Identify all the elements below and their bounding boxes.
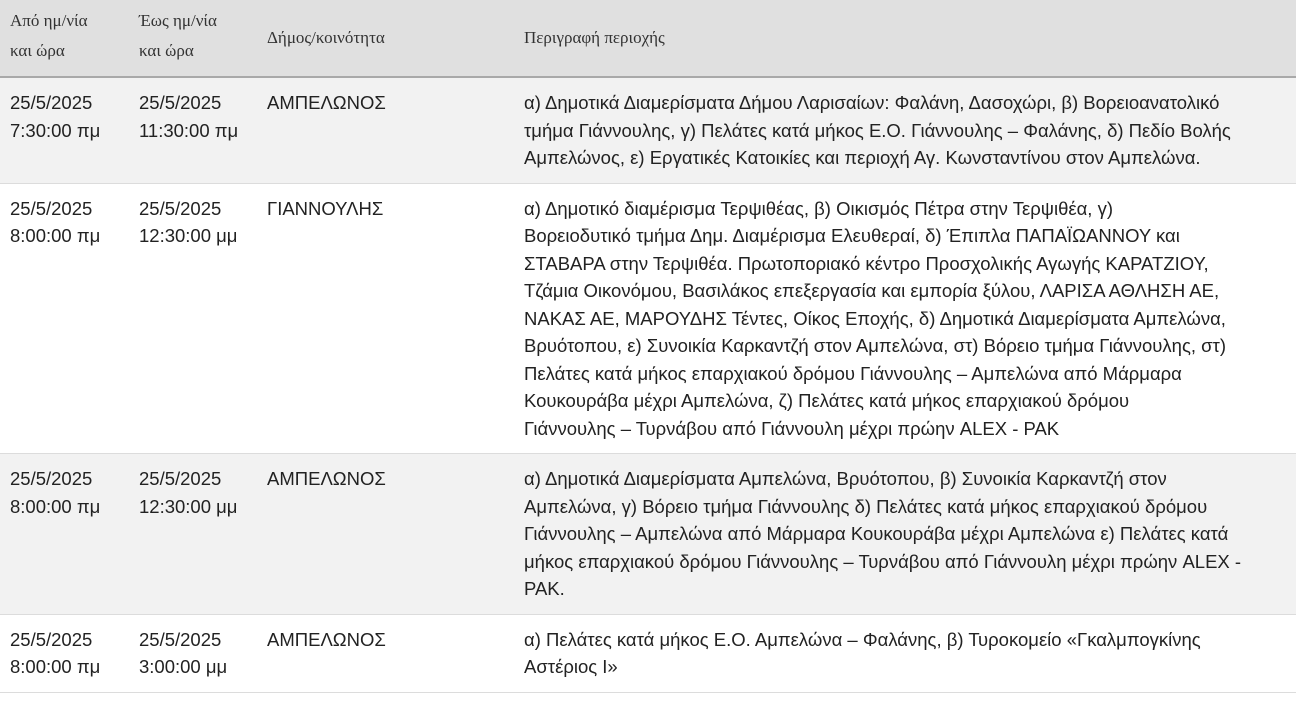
- description-line: τμήμα Γιάννουλης, γ) Πελάτες κατά μήκος Ε.Ο. Γιάννουλης – Φαλάνης, δ) Πεδίο Βολής: [524, 119, 1231, 141]
- header-area-description: Περιγραφή περιοχής: [524, 28, 665, 47]
- to-datetime-cell: [129, 78, 257, 155]
- table-row: [0, 184, 1296, 455]
- from-time: 8:00:00 πμ: [10, 656, 101, 677]
- from-time: 7:30:00 πμ: [10, 119, 101, 141]
- header-to-datetime: [129, 6, 257, 66]
- to-datetime-cell: [129, 184, 257, 261]
- description-line: α) Δημοτικά Διαμερίσματα Δήμου Λαρισαίων: Φαλάνη, Δασοχώρι, β) Βορειοανατολικό: [524, 92, 1220, 113]
- description-line: Πελάτες κατά μήκος επαρχιακού δρόμου Γιάννουλης – Αμπελώνα από Μάρμαρα: [524, 362, 1182, 384]
- description-line: α) Δημοτικό διαμέρισμα Τερψιθέας, β) Οικισμός Πέτρα στην Τερψιθέα, γ): [524, 197, 1113, 219]
- header-from-datetime: [0, 6, 129, 66]
- from-time: 8:00:00 πμ: [10, 495, 101, 517]
- municipality-cell: [257, 454, 514, 504]
- description-line: PAK.: [524, 578, 565, 599]
- table-header-row: [0, 0, 1296, 78]
- to-time: 12:30:00 μμ: [139, 495, 238, 517]
- from-date: 25/5/2025: [10, 197, 93, 219]
- to-datetime-cell: [129, 454, 257, 531]
- from-date: 25/5/2025: [10, 628, 93, 650]
- municipality-cell: [257, 184, 514, 234]
- from-time: 8:00:00 πμ: [10, 225, 101, 246]
- header-municipality: Δήμος/κοινότητα: [267, 28, 385, 47]
- to-time: 3:00:00 μμ: [139, 656, 228, 677]
- to-date: 25/5/2025: [139, 197, 222, 219]
- description-line: Βρυότοπου, ε) Συνοικία Καρκαντζή στον Αμπελώνα, στ) Βόρειο τμήμα Γιάννουλης, στ): [524, 335, 1227, 356]
- municipality-name: ΑΜΠΕΛΩΝΟΣ: [267, 468, 386, 489]
- area-description-cell: [514, 454, 1296, 614]
- area-description-cell: [514, 184, 1296, 454]
- area-description-cell: [514, 78, 1296, 183]
- from-datetime-cell: [0, 184, 129, 261]
- table-row: [0, 78, 1296, 184]
- to-date: 25/5/2025: [139, 92, 222, 113]
- description-line: Αμπελώνα, γ) Βόρειο τμήμα Γιάννουλης δ) Πελάτες κατά μήκος επαρχιακού δρόμου: [524, 495, 1208, 517]
- header-to-label-line: και ώρα: [139, 41, 194, 60]
- from-datetime-cell: [0, 615, 129, 692]
- from-datetime-cell: [0, 454, 129, 531]
- from-datetime-cell: [0, 78, 129, 155]
- to-date: 25/5/2025: [139, 468, 222, 489]
- header-to-label-line: Έως ημ/νία: [139, 11, 217, 30]
- municipality-name: ΑΜΠΕΛΩΝΟΣ: [267, 92, 386, 113]
- header-from-label-line: και ώρα: [10, 41, 65, 60]
- description-line: μήκος επαρχιακού δρόμου Γιάννουλης – Τυρνάβου από Γιάννουλη μέχρι πρώην ALEX -: [524, 550, 1242, 572]
- to-datetime-cell: [129, 615, 257, 692]
- description-line: ΣΤΑΒΑΡΑ στην Τερψιθέα. Πρωτοποριακό κέντρο Προσχολικής Αγωγής ΚΑΡΑΤΖΙΟΥ,: [524, 252, 1209, 274]
- description-line: Γιάννουλης – Αμπελώνα από Μάρμαρα Κουκουράβα μέχρι Αμπελώνα ε) Πελάτες κατά: [524, 523, 1229, 544]
- to-time: 11:30:00 πμ: [139, 119, 239, 141]
- description-line: Κουκουράβα μέχρι Αμπελώνα, ζ) Πελάτες κατά μήκος επαρχιακού δρόμου: [524, 390, 1130, 411]
- municipality-cell: [257, 78, 514, 128]
- description-line: ΝΑΚΑΣ ΑΕ, ΜΑΡΟΥΔΗΣ Τέντες, Οίκος Εποχής, δ) Δημοτικά Διαμερίσματα Αμπελώνα,: [524, 307, 1226, 329]
- description-line: α) Δημοτικά Διαμερίσματα Αμπελώνα, Βρυότοπου, β) Συνοικία Καρκαντζή στον: [524, 468, 1167, 489]
- header-from-label-line: Από ημ/νία: [10, 11, 88, 30]
- table-row: [0, 615, 1296, 693]
- municipality-name: ΑΜΠΕΛΩΝΟΣ: [267, 628, 386, 650]
- description-line: Τζάμια Οικονόμου, Βασιλάκος επεξεργασία και εμπορία ξύλου, ΛΑΡΙΣΑ ΑΘΛΗΣΗ ΑΕ,: [524, 280, 1220, 301]
- description-line: Αμπελώνος, ε) Εργατικές Κατοικίες και περιοχή Αγ. Κωνσταντίνου στον Αμπελώνα.: [524, 147, 1201, 168]
- from-date: 25/5/2025: [10, 92, 93, 113]
- description-line: Βορειοδυτικό τμήμα Δημ. Διαμέρισμα Ελευθεραί, δ) Έπιπλα ΠΑΠΑΪΩΑΝΝΟΥ και: [524, 225, 1180, 246]
- to-date: 25/5/2025: [139, 628, 222, 650]
- from-date: 25/5/2025: [10, 468, 93, 489]
- description-line: α) Πελάτες κατά μήκος Ε.Ο. Αμπελώνα – Φαλάνης, β) Τυροκομείο «Γκαλμπογκίνης: [524, 628, 1201, 650]
- area-description-cell: [514, 615, 1296, 692]
- to-time: 12:30:00 μμ: [139, 225, 238, 246]
- table-row: [0, 454, 1296, 615]
- description-line: Αστέριος Ι»: [524, 656, 618, 677]
- municipality-cell: [257, 615, 514, 665]
- municipality-name: ΓΙΑΝΝΟΥΛΗΣ: [267, 197, 384, 219]
- description-line: Γιάννουλης – Τυρνάβου από Γιάννουλη μέχρι πρώην ALEX - PAK: [524, 417, 1060, 439]
